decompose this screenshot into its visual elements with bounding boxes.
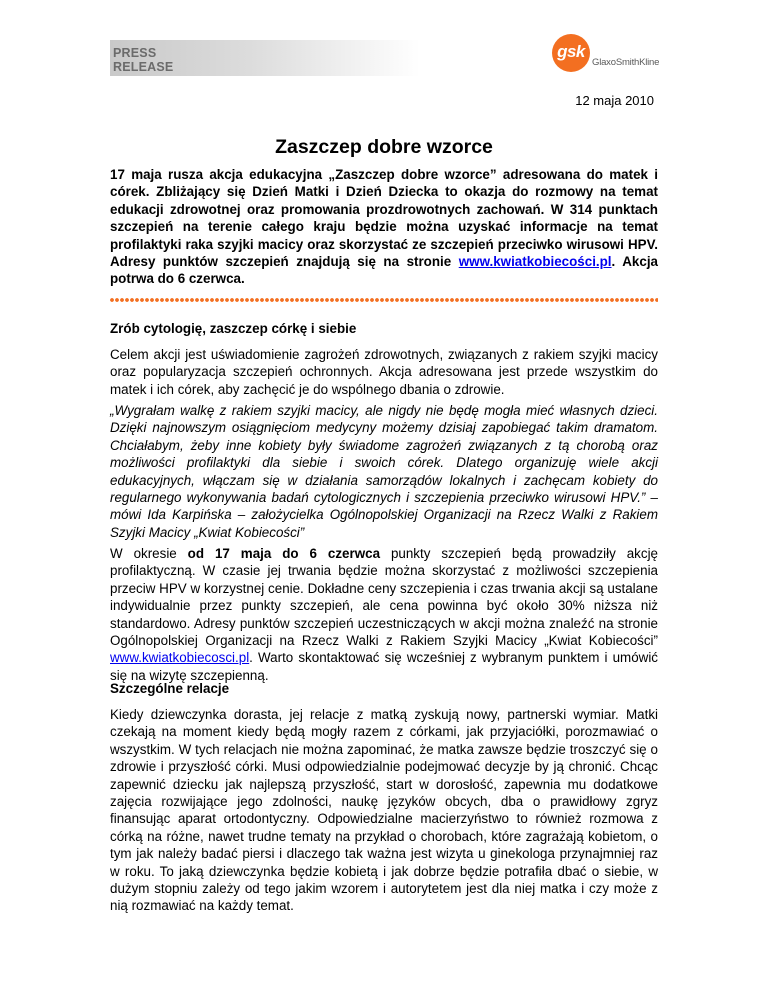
section1-quote: „Wygrałam walkę z rakiem szyjki macicy, ale nigdy nie będę mogła mieć własnych dzieci. Dzięki najnowszym osiągnięciom medycyny możemy dzisiaj zapobiegać takim dramatom. Chciałabym, żeby inne kobiety były świadome zagrożeń związanych z tą chorobą oraz możliwości profilaktyki dla siebie i swoich córek. Dlatego organizuję wiele akcji edukacyjnych, włączam się w działania samorządów lokalnych i zachęcam kobiety do regularnego wykonywania badań cytologicznych i szczepienia przeciwko wirusowi HPV.” – mówi Ida Karpińska – założycielka Ogólnopolskiej Organizacji na Rzecz Walki z Rakiem Szyjki Macicy „Kwiat Kobiecości” xyxy=(110,403,658,540)
press-label-line2: RELEASE xyxy=(113,60,174,74)
para3-link[interactable]: www.kwiatkobiecosci.pl xyxy=(110,650,250,666)
page-title: Zaszczep dobre wzorce xyxy=(275,136,493,158)
section1-paragraph3 xyxy=(110,545,658,684)
section2-paragraph: Kiedy dziewczynka dorasta, jej relacje z matką zyskują nowy, partnerski wymiar. Matki czekają na moment kiedy będą mogły razem z córkami, jak przyjaciółki, porozmawiać o wszystkim. W tych relacjach nie można zapominać, że matka zawsze będzie troszczyć się o zdrowie i przyszłość córki. Musi odpowiedzialnie podejmować decyzje by ją chronić. Chcąc zapewnić dziecku jak najlepszą przyszłość, start w dorosłość, zapewnia mu dodatkowe zajęcia rozwijające jego zdolności, naukę języków obcych, dba o prawidłowy zgryz finansując aparat ortodontyczny. Odpowiedzialne macierzyństwo to również rozmowa z córką na różne, nawet trudne tematy na przykład o chorobach, które zagrażają kobietom, o tym jak należy badać piersi i dlaczego tak ważna jest wizyta u ginekologa przynajmniej raz w roku. To jaką dziewczynka będzie kobietą i jak dobrze będzie potrafiła dbać o siebie, w dużym stopniu zależy od tego jakim wzorem i autorytetem jest dla niej matka i czy może z nią rozmawiać na każdy temat. xyxy=(110,707,658,914)
section2-heading: Szczególne relacje xyxy=(110,681,230,696)
release-date: 12 maja 2010 xyxy=(575,93,654,108)
para3-bold: od 17 maja do 6 czerwca xyxy=(187,546,381,561)
gsk-logo-mark: gsk xyxy=(557,42,585,61)
press-label-line1: PRESS xyxy=(113,46,157,60)
gsk-logo xyxy=(552,34,672,78)
gsk-logo-name: GlaxoSmithKline xyxy=(592,57,660,68)
para3-mid: punkty szczepień będą prowadziły akcję profilaktyczną. W czasie jej trwania będzie można skorzystać z możliwości szczepienia przeciw HPV w korzystnej cenie. Dokładne ceny szczepienia i czas trwania akcji są ustalane indywidualnie przez punkty szczepień, ale cena powinna być około 30% niższa niż standardowo. Adresy punktów szczepień uczestniczących w akcji można znaleźć na stronie Ogólnopolskiej Organizacji na Rzecz Walki z Rakiem Szyjki Macicy „Kwiat Kobiecości” xyxy=(110,546,658,649)
lead-link[interactable]: www.kwiatkobiecości.pl xyxy=(458,254,612,270)
press-release-label xyxy=(113,46,173,74)
lead-paragraph xyxy=(110,166,658,288)
section1-heading: Zrób cytologię, zaszczep córkę i siebie xyxy=(110,321,357,336)
section1-paragraph1: Celem akcji jest uświadomienie zagrożeń zdrowotnych, związanych z rakiem szyjki macicy oraz popularyzacja szczepień ochronnych. Akcja adresowana jest przede wszystkim do matek i ich córek, aby zachęcić je do wspólnego dbania o zdrowie. xyxy=(110,347,658,397)
para3-end: . Warto skontaktować się wcześniej z wybranym punktem i umówić się na wizytę szczepienną. xyxy=(110,650,658,683)
lead-after: . Akcja potrwa do 6 czerwca. xyxy=(110,254,658,287)
dotted-divider xyxy=(110,298,658,302)
para3-start: W okresie xyxy=(110,546,188,561)
lead-text: 17 maja rusza akcja edukacyjna „Zaszczep dobre wzorce” adresowana do matek i córek. Zbliżający się Dzień Matki i Dzień Dziecka to okazja do rozmowy na temat edukacji zdrowotnej oraz promowania prozdrowotnych zachowań. W 314 punktach szczepień na terenie całego kraju będzie można uzyskać informacje na temat profilaktyki raka szyjki macicy oraz skorzystać ze szczepień przeciwko wirusowi HPV. Adresy punktów szczepień znajdują się na stronie xyxy=(110,167,658,270)
